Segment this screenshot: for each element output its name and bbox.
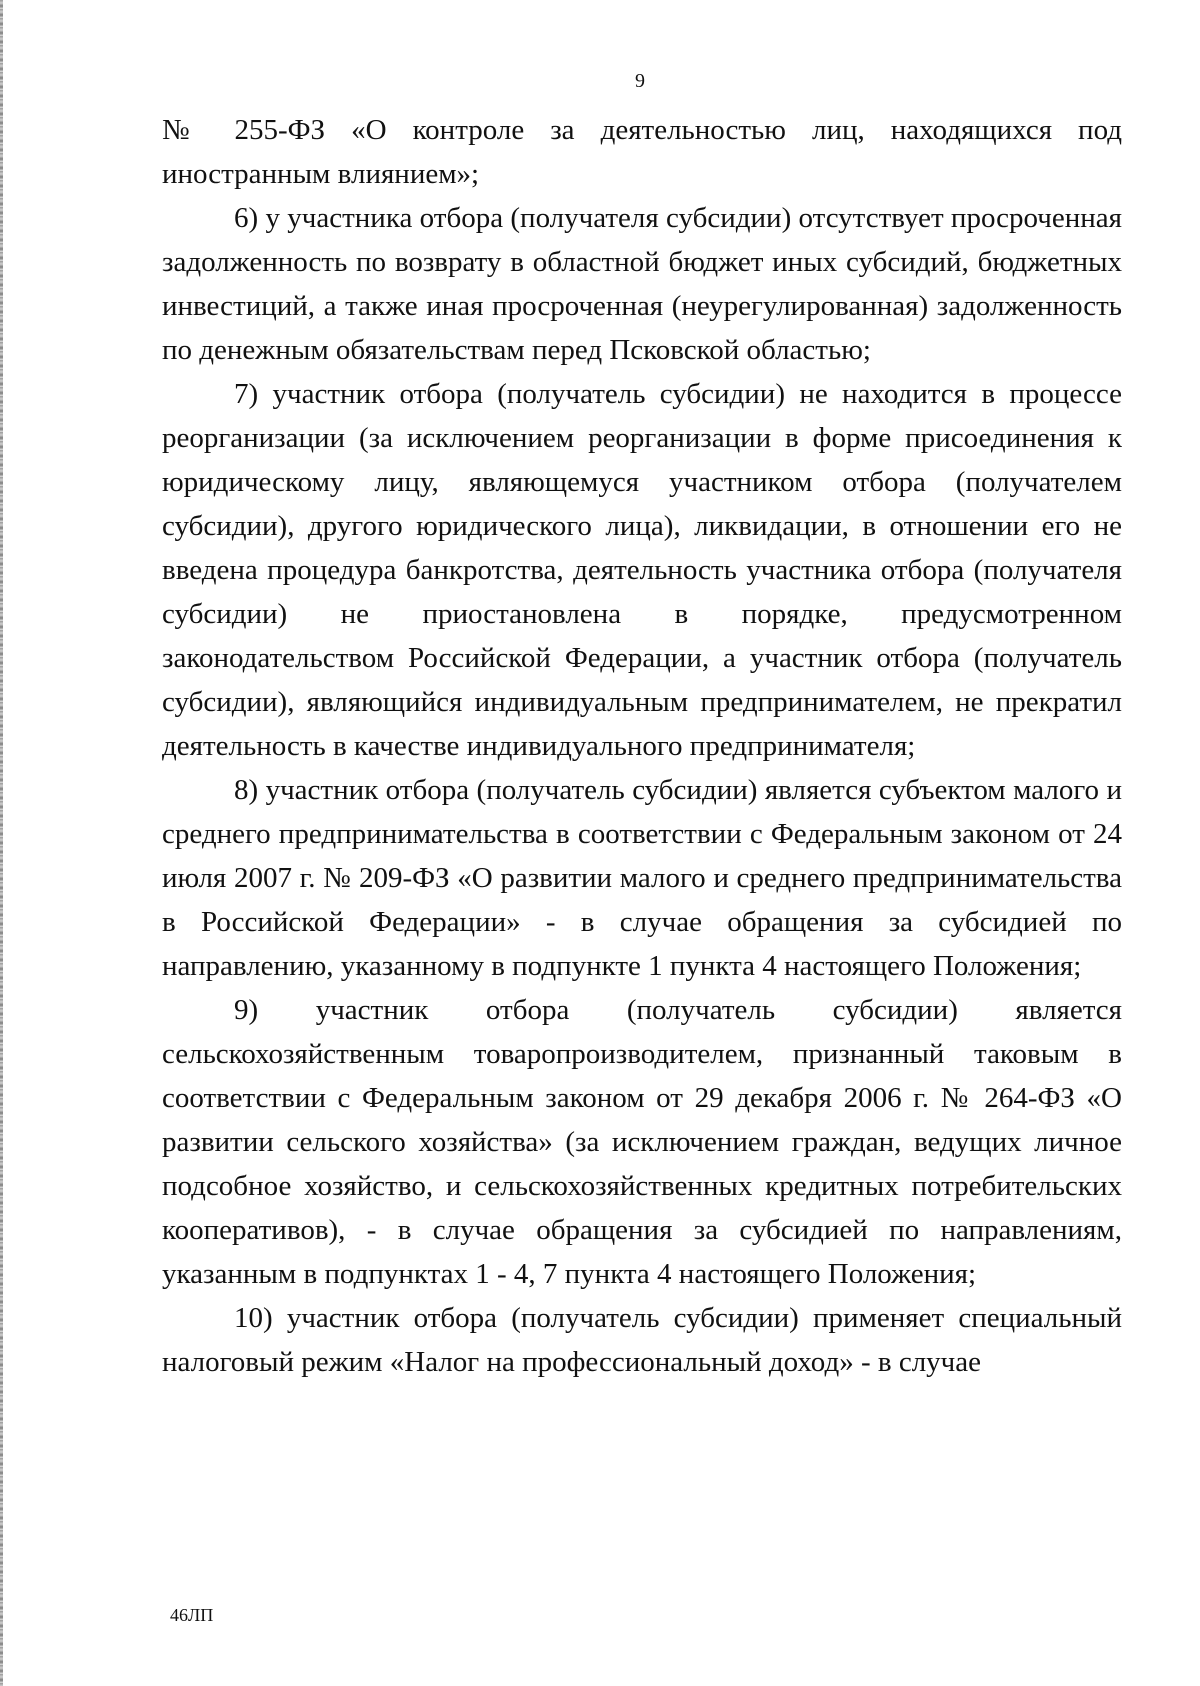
- paragraph-continuation: № 255-ФЗ «О контроле за деятельностью лиц, находящихся под иностранным влиянием»;: [162, 114, 1122, 190]
- document-body: [162, 108, 1122, 1384]
- paragraph-item-8: 8) участник отбора (получатель субсидии) является субъектом малого и среднего предпринимательства в соответствии с Федеральным законом от 24 июля 2007 г. № 209-ФЗ «О развитии малого и среднего предпринимательства в Российской Федерации» - в случае обращения за субсидией по направлению, указанному в подпункте 1 пункта 4 настоящего Положения;: [162, 774, 1122, 982]
- document-code: 46ЛП: [170, 1605, 214, 1625]
- paragraph-item-10: 10) участник отбора (получатель субсидии) применяет специальный налоговый режим «Налог на профессиональный доход» - в случае: [162, 1302, 1122, 1378]
- paragraph-item-9: 9) участник отбора (получатель субсидии) является сельскохозяйственным товаропроизводителем, признанный таковым в соответствии с Федеральным законом от 29 декабря 2006 г. № 264-ФЗ «О развитии сельского хозяйства» (за исключением граждан, ведущих личное подсобное хозяйство, и сельскохозяйственных кредитных потребительских кооперативов), - в случае обращения за субсидией по направлениям, указанным в подпунктах 1 - 4, 7 пункта 4 настоящего Положения;: [162, 994, 1122, 1290]
- page-number: 9: [635, 70, 645, 92]
- paragraph-item-7: 7) участник отбора (получатель субсидии) не находится в процессе реорганизации (за исключением реорганизации в форме присоединения к юридическому лицу, являющемуся участником отбора (получателем субсидии), другого юридического лица), ликвидации, в отношении его не введена процедура банкротства, деятельность участника отбора (получателя субсидии) не приостановлена в порядке, предусмотренном законодательством Российской Федерации, а участник отбора (получатель субсидии), являющийся индивидуальным предпринимателем, не прекратил деятельность в качестве индивидуального предпринимателя;: [162, 378, 1122, 762]
- paragraph-item-6: 6) у участника отбора (получателя субсидии) отсутствует просроченная задолженность по возврату в областной бюджет иных субсидий, бюджетных инвестиций, а также иная просроченная (неурегулированная) задолженность по денежным обязательствам перед Псковской областью;: [162, 202, 1122, 366]
- scan-edge: [0, 0, 3, 1686]
